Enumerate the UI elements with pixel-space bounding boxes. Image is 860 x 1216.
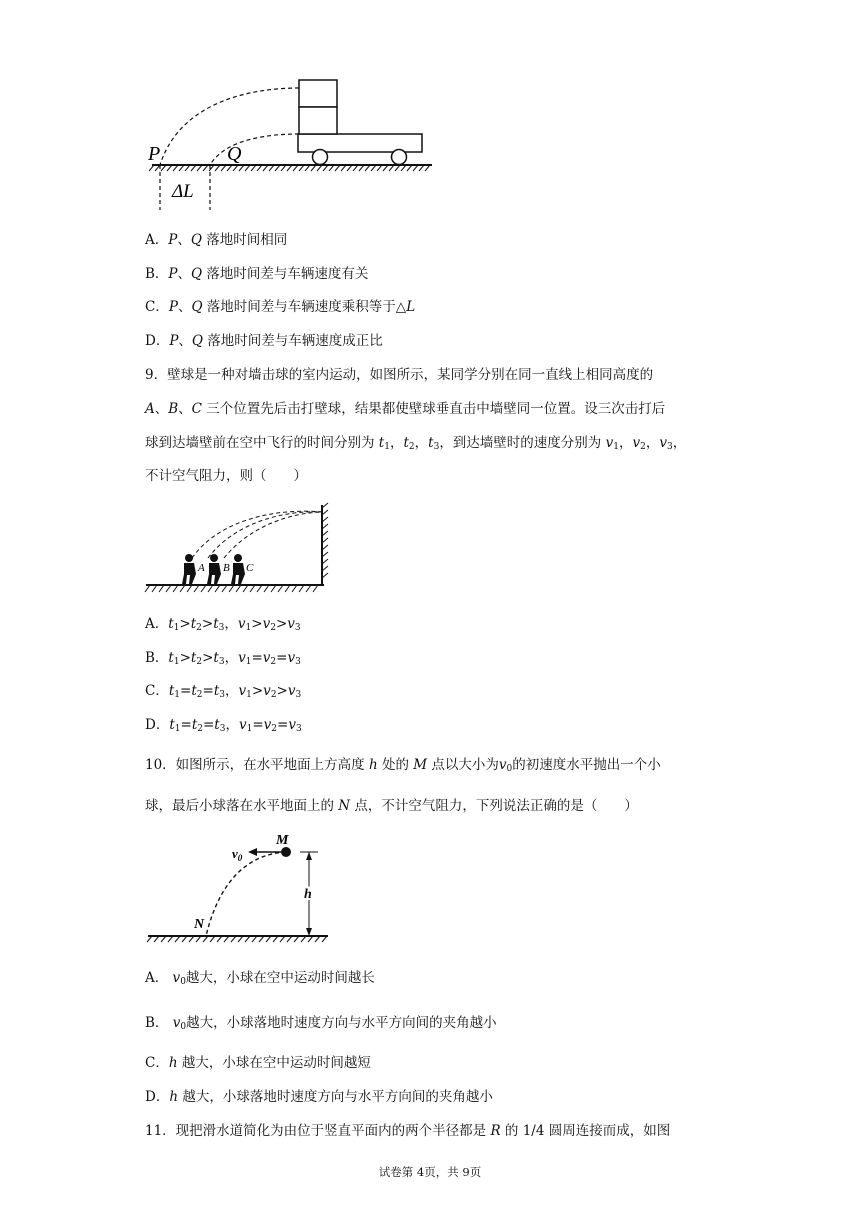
player-a [182, 554, 196, 584]
q9-stem-line2: A、B、C 三个位置先后击打壁球，结果都使壁球垂直击中墙壁同一位置。设三次击打后 [145, 401, 666, 417]
label-v0: $v_0$ [232, 846, 243, 863]
wheel [313, 150, 328, 165]
label-c: C [246, 562, 254, 574]
q9-stem-line4: 不计空气阻力，则（ ） [145, 468, 307, 484]
label-p: P [148, 143, 161, 165]
figure-projectile [140, 828, 340, 946]
figure-wallball [140, 500, 340, 598]
q9-option-c: C．$t_1=t_2=t_3$，$v_1>v_2>v_3$ [145, 683, 302, 700]
q10-stem-line1: 10．如图所示，在水平地面上方高度 h 处的 M 点以大小为$v_0$的初速度水平抛出一个小 [145, 757, 661, 774]
label-a: A [198, 562, 205, 574]
page-footer: 试卷第 4页，共 9页 [378, 1165, 482, 1179]
q9-option-b: B．$t_1>t_2>t_3$，$v_1=v_2=v_3$ [145, 650, 301, 667]
q11-stem-line1: 11．现把滑水道简化为由位于竖直平面内的两个半径都是 R 的 1/4 圆周连接而成，如图 [145, 1123, 671, 1139]
q8-option-b: B．P、Q 落地时间差与车辆速度有关 [145, 266, 369, 282]
q9-stem-line1: 9．壁球是一种对墙击球的室内运动，如图所示，某同学分别在同一直线上相同高度的 [145, 367, 654, 383]
q10-option-a: A． $v_0$越大，小球在空中运动时间越长 [145, 970, 375, 987]
q8-option-d: D．P、Q 落地时间差与车辆速度成正比 [145, 333, 383, 349]
q9-option-d: D．$t_1=t_2=t_3$，$v_1=v_2=v_3$ [145, 717, 302, 734]
trajectory-q [210, 134, 299, 165]
label-h: h [304, 887, 312, 902]
figure-truck [140, 72, 440, 217]
q8-option-c: C．P、Q 落地时间差与车辆速度乘积等于△L [145, 299, 416, 315]
q10-option-d: D．h 越大，小球落地时速度方向与水平方向间的夹角越小 [145, 1089, 493, 1105]
q9-stem-line3: 球到达墙壁前在空中飞行的时间分别为 $t_1$，$t_2$，$t_3$，到达墙壁时的速度分别为 $v_1$，$v_2$，$v_3$， [145, 435, 687, 452]
label-b: B [223, 562, 230, 574]
label-delta-l: ΔL [172, 181, 194, 202]
player-c [231, 554, 245, 584]
truck-bed [298, 134, 422, 152]
label-q: Q [227, 143, 242, 165]
q10-stem-line2: 球，最后小球落在水平地面上的 N 点，不计空气阻力，下列说法正确的是（ ） [145, 798, 638, 814]
q8-option-a: A．P、Q 落地时间相同 [145, 232, 288, 248]
q10-option-b: B． $v_0$越大，小球落地时速度方向与水平方向间的夹角越小 [145, 1015, 497, 1032]
trajectory [206, 852, 286, 936]
wheel [392, 150, 407, 165]
lower-box [299, 107, 337, 134]
upper-box [299, 80, 337, 107]
label-m: M [276, 833, 289, 848]
player-b [207, 554, 221, 584]
q9-option-a: A．$t_1>t_2>t_3$，$v_1>v_2>v_3$ [145, 616, 301, 633]
label-n: N [194, 917, 205, 932]
q10-option-c: C．h 越大，小球在空中运动时间越短 [145, 1055, 371, 1071]
